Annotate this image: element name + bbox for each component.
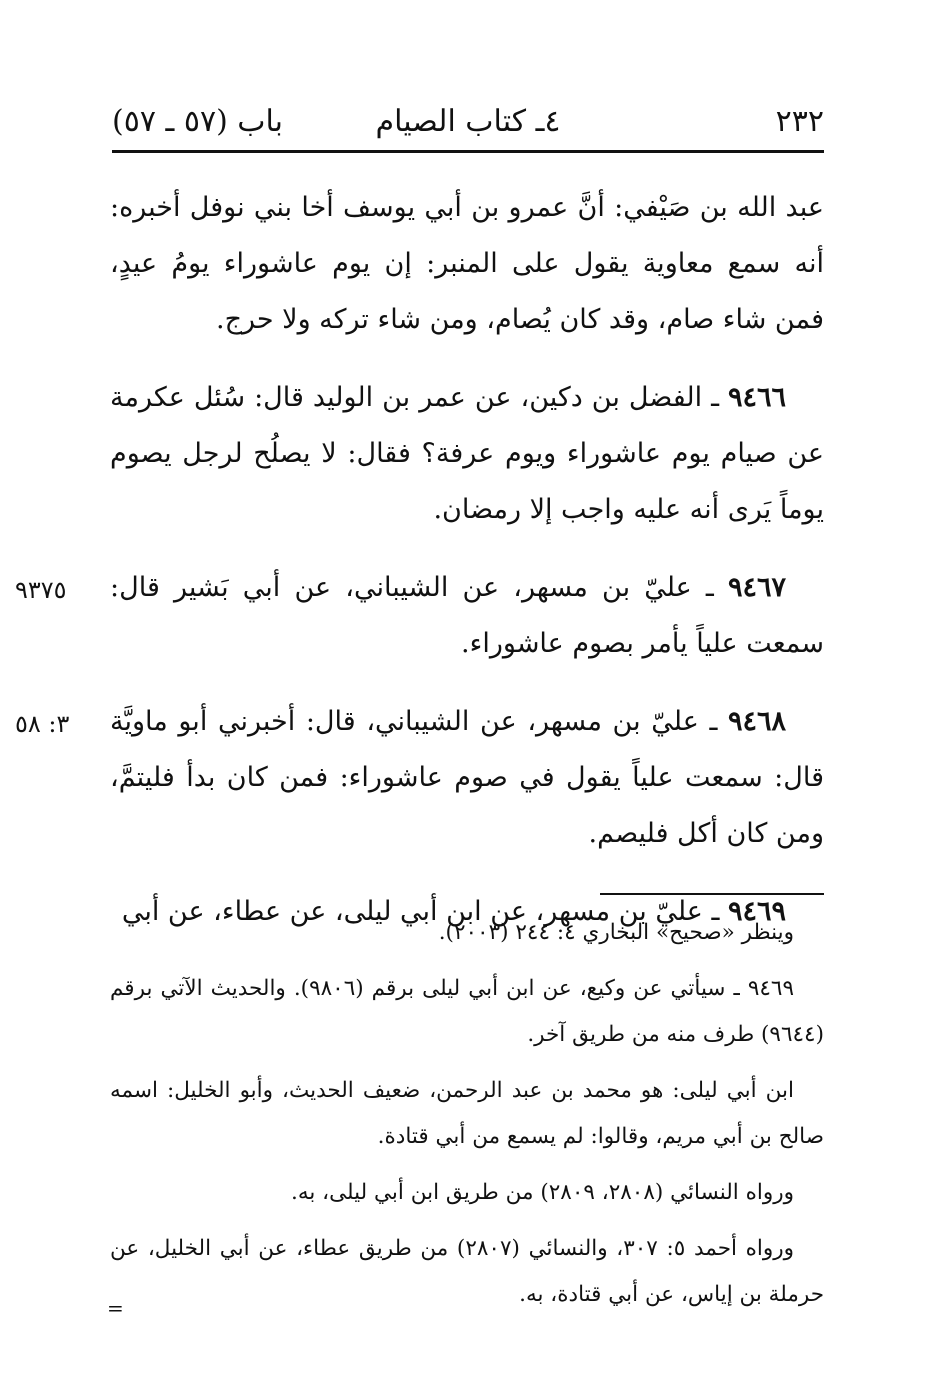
hadith-9467 (15, 560, 824, 672)
hadith-9468 (15, 694, 824, 862)
footnote-rule (600, 893, 824, 895)
main-text (15, 180, 824, 962)
footnote: وينظر «صحيح» البخاري ٤: ٢٤٤ (٢٠٠٣). (438, 920, 794, 945)
continuation-mark: = (107, 1296, 124, 1320)
paragraph-text: ـ عليّ بن مسهر، عن الشيباني، عن أبي بَشير قال: سمعت علياً يأمر بصوم عاشوراء. (110, 572, 824, 659)
header-rule (112, 150, 824, 153)
margin-reference: ٣: ٥٨ (15, 710, 70, 738)
paragraph-text: ـ عليّ بن مسهر، عن ابن أبي ليلى، عن عطاء، عن أبي (121, 896, 728, 927)
hadith-number: ٩٤٦٧ (727, 572, 786, 603)
hadith-number: ٩٤٦٦ (727, 382, 786, 413)
hadith-9466 (110, 370, 824, 538)
margin-reference: ٩٣٧٥ (15, 576, 67, 604)
footnote: ابن أبي ليلى: هو محمد بن عبد الرحمن، ضعيف الحديث، وأبو الخليل: اسمه صالح بن أبي مريم، وقالوا: لم يسمع من أبي قتادة. (110, 1078, 824, 1149)
book-title: ٤ـ كتاب الصيام (375, 104, 561, 139)
footnote: ورواه أحمد ٥: ٣٠٧، والنسائي (٢٨٠٧) من طريق عطاء، عن أبي الخليل، عن حرملة بن إياس، عن أبي قتادة، به. (110, 1236, 824, 1307)
hadith-number: ٩٤٦٩ (727, 896, 786, 927)
footnote: ورواه النسائي (٢٨٠٨، ٢٨٠٩) من طريق ابن أبي ليلى، به. (290, 1180, 794, 1205)
hadith-number: ٩٤٦٨ (727, 706, 786, 737)
chapter-range: باب (٥٧ ـ ٥٧) (112, 104, 284, 139)
footnote: ٩٤٦٩ ـ سيأتي عن وكيع، عن ابن أبي ليلى برقم (٩٨٠٦). والحديث الآتي برقم (٩٦٤٤) طرف منه من طريق آخر. (110, 976, 824, 1047)
paragraph-text: عبد الله بن صَيْفي: أنَّ عمرو بن أبي يوسف أخا بني نوفل أخبره: أنه سمع معاوية يقول على المنبر: إن يوم عاشوراء يومُ عيدٍ، فمن شاء صام، وقد كان يُصام، ومن شاء تركه ولا حرج. (110, 192, 824, 335)
footnotes (110, 910, 824, 1328)
paragraph-continuation (110, 180, 824, 348)
page-number: ٢٣٢ (775, 104, 824, 139)
paragraph-text: ـ عليّ بن مسهر، عن الشيباني، قال: أخبرني أبو ماويَّة قال: سمعت علياً يقول في صوم عاشوراء: فمن كان بدأ فليتمَّ، ومن كان أكل فليصم. (110, 706, 824, 849)
paragraph-text: ـ الفضل بن دكين، عن عمر بن الوليد قال: سُئل عكرمة عن صيام يوم عاشوراء ويوم عرفة؟ فقال: لا يصلُح لرجل يصوم يوماً يَرى أنه عليه واجب إلا رمضان. (110, 382, 824, 525)
running-header (112, 100, 824, 146)
